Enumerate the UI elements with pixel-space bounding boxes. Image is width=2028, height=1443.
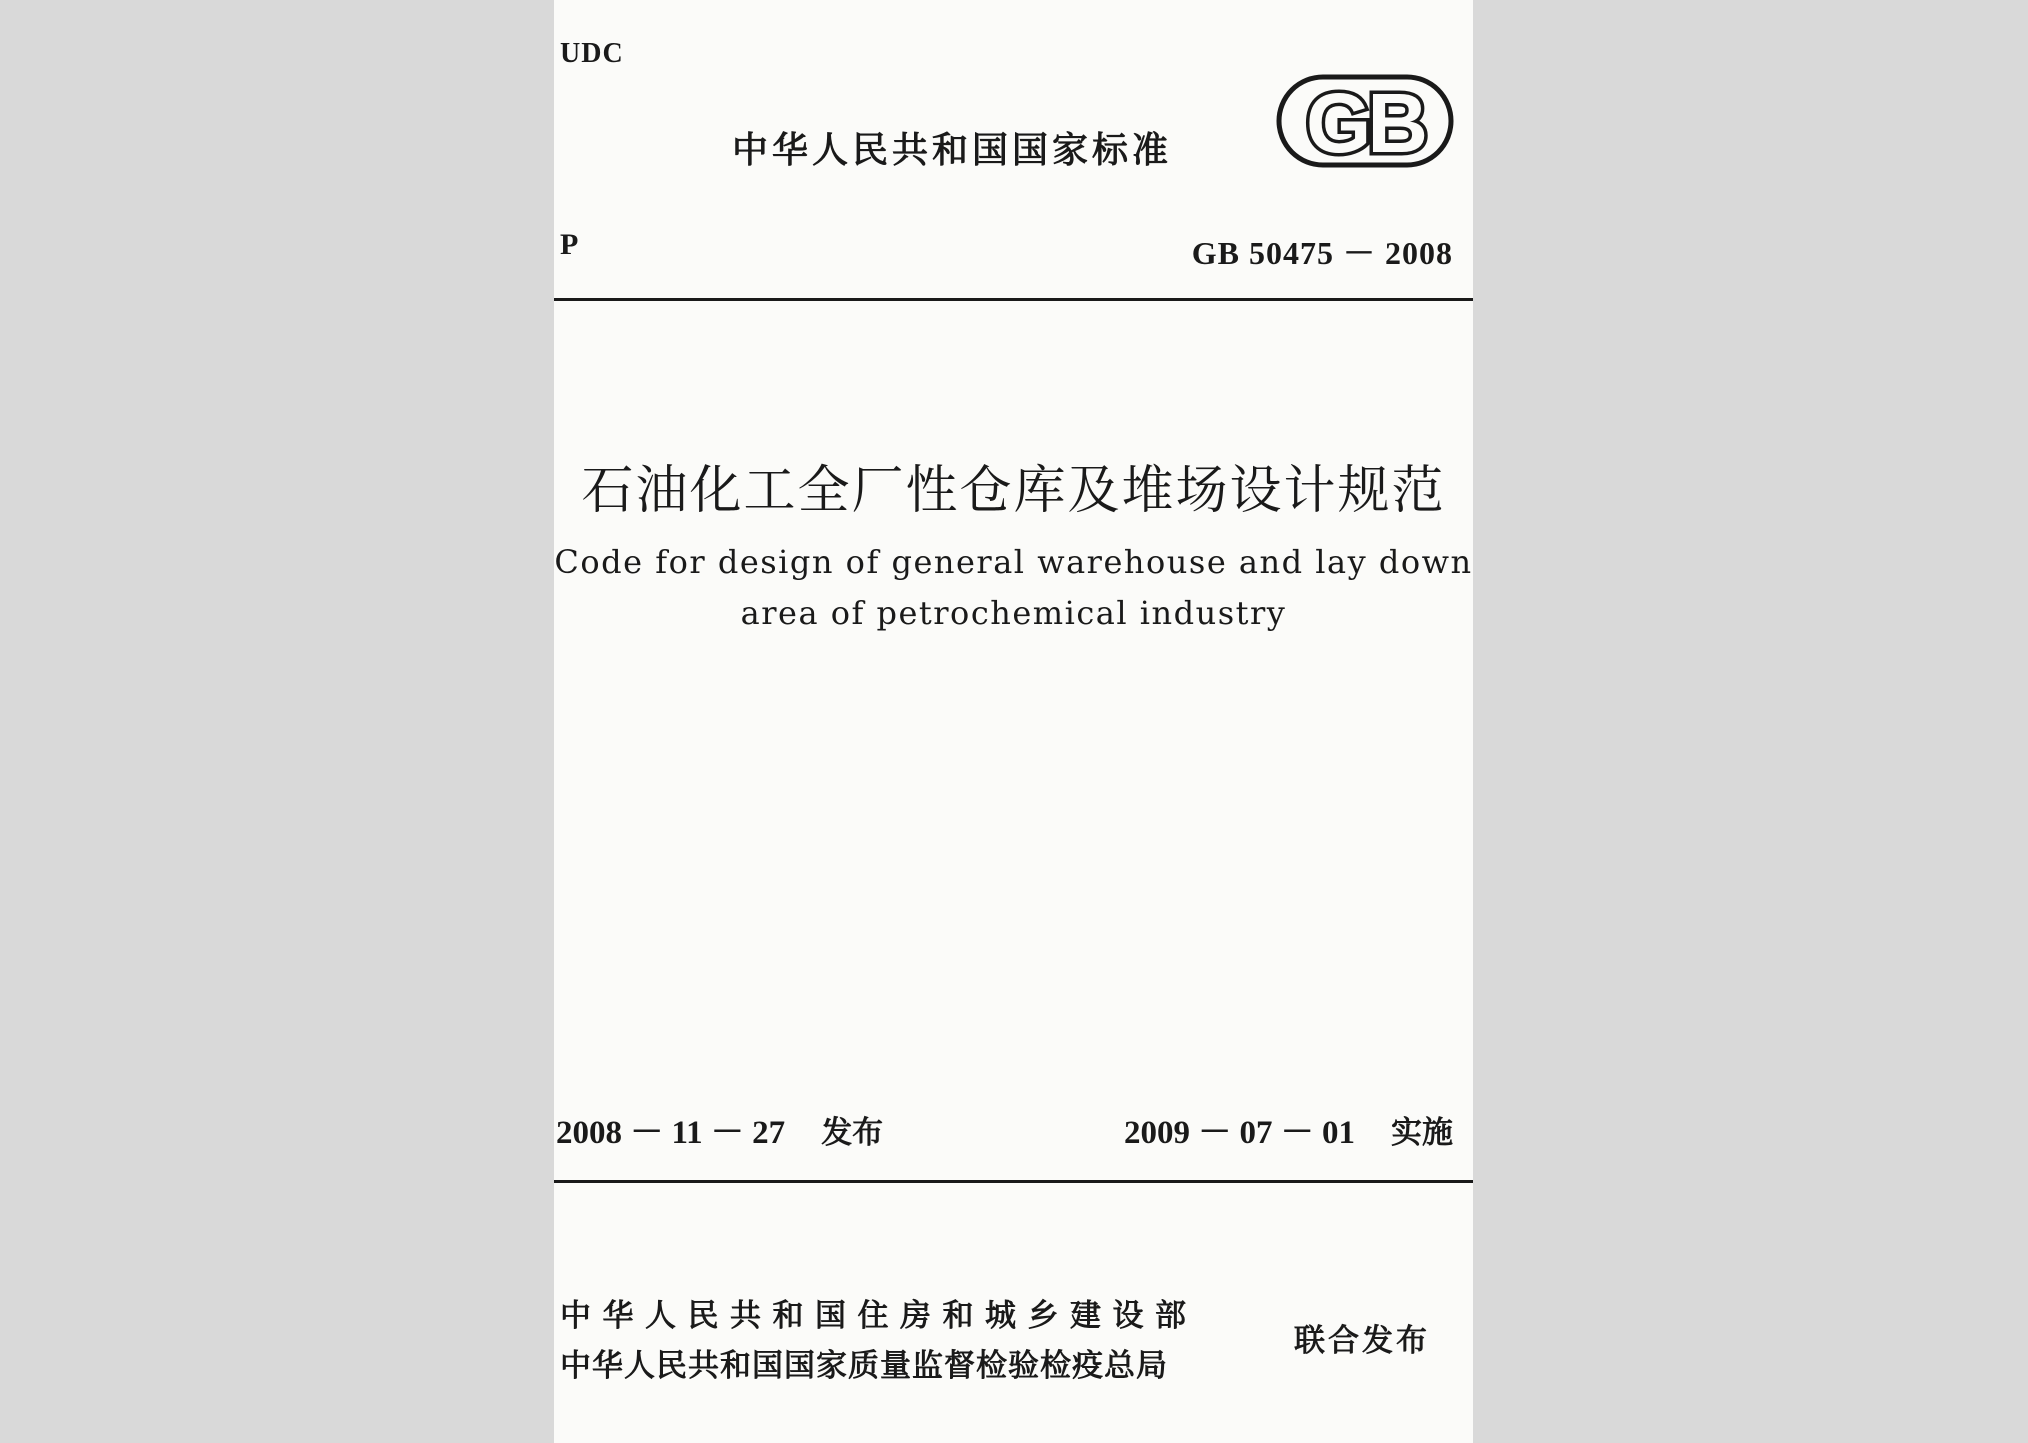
standard-number: GB 50475 － 2008	[1191, 235, 1453, 271]
issue-date-value: 2008 － 11 － 27	[556, 1115, 786, 1151]
implement-date	[1124, 1106, 1453, 1153]
udc-label: UDC	[560, 38, 624, 69]
title-chinese: 石油化工全厂性仓库及堆场设计规范	[581, 461, 1446, 521]
issue-label: 发布	[821, 1115, 884, 1151]
publisher-line-1: 中华人民共和国住房和城乡建设部	[560, 1298, 1198, 1334]
svg-text:GB: GB	[1306, 76, 1424, 168]
title-english-line2: area of petrochemical industry	[740, 594, 1287, 632]
top-divider	[554, 298, 1473, 301]
title-english-line1: Code for design of general warehouse and lay down	[554, 543, 1473, 581]
gb-logo-icon	[1276, 74, 1454, 168]
bottom-divider	[554, 1180, 1473, 1183]
document-cover	[554, 0, 1473, 1443]
joint-publish-label: 联合发布	[1294, 1323, 1430, 1359]
publisher-line-2: 中华人民共和国国家质量监督检验检疫总局	[560, 1348, 1168, 1384]
issue-date	[556, 1106, 883, 1153]
implement-label: 实施	[1391, 1115, 1453, 1151]
classification-code: P	[560, 228, 579, 261]
standard-type-heading: 中华人民共和国国家标准	[732, 130, 1173, 171]
implement-date-value: 2009 － 07 － 01	[1124, 1115, 1355, 1151]
